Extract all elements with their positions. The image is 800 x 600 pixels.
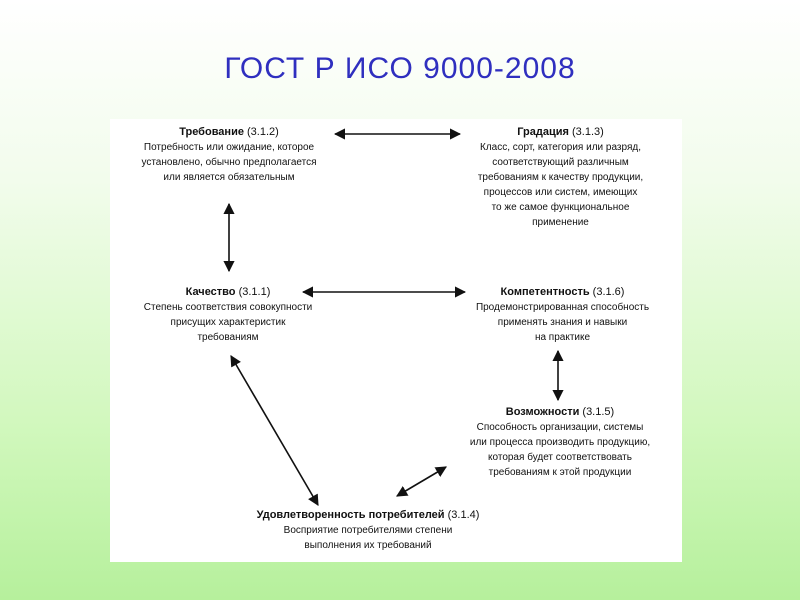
node-competence-name: Компетентность	[500, 286, 590, 298]
node-grade-heading	[448, 124, 673, 140]
node-competence	[450, 284, 675, 345]
node-grade	[448, 124, 673, 230]
node-requirement-heading	[114, 124, 344, 140]
node-competence-description: Продемонстрированная способность применять знания и навыки на практике	[475, 302, 650, 343]
node-satisfaction	[198, 507, 538, 553]
node-satisfaction-heading	[198, 507, 538, 523]
node-capability-ref: (3.1.5)	[582, 406, 615, 418]
node-quality-description: Степень соответствия совокупности присущих характеристик требованиям	[143, 302, 313, 343]
node-capability	[440, 404, 680, 480]
node-satisfaction-ref: (3.1.4)	[447, 509, 480, 521]
arrow-capability-satisfaction	[397, 467, 446, 496]
node-quality	[114, 284, 342, 345]
node-capability-heading	[440, 404, 680, 420]
node-capability-name: Возможности	[505, 406, 580, 418]
node-grade-ref: (3.1.3)	[571, 126, 604, 138]
node-competence-heading	[450, 284, 675, 300]
node-capability-description: Способность организации, системы или процесса производить продукцию, которая будет соответствовать требованиям к этой продукции	[469, 422, 651, 478]
slide-title: ГОСТ Р ИСО 9000-2008	[224, 52, 576, 85]
node-quality-name: Качество	[185, 286, 236, 298]
node-requirement-description: Потребность или ожидание, которое установлено, обычно предполагается или является обязательным	[141, 142, 317, 183]
node-quality-heading	[114, 284, 342, 300]
node-satisfaction-description: Восприятие потребителями степени выполнения их требований	[283, 525, 453, 551]
node-requirement	[114, 124, 344, 185]
node-requirement-name: Требование	[179, 126, 244, 138]
node-competence-ref: (3.1.6)	[592, 286, 625, 298]
node-grade-name: Градация	[517, 126, 569, 138]
node-satisfaction-name: Удовлетворенность потребителей	[256, 509, 445, 521]
diagram-panel	[110, 119, 682, 562]
arrow-quality-satisfaction	[231, 356, 318, 505]
node-quality-ref: (3.1.1)	[238, 286, 271, 298]
node-grade-description: Класс, сорт, категория или разряд, соответствующий различным требованиям к качеству продукции, процессов или систем, имеющих то же самое функциональное применение	[477, 142, 644, 228]
node-requirement-ref: (3.1.2)	[247, 126, 279, 138]
